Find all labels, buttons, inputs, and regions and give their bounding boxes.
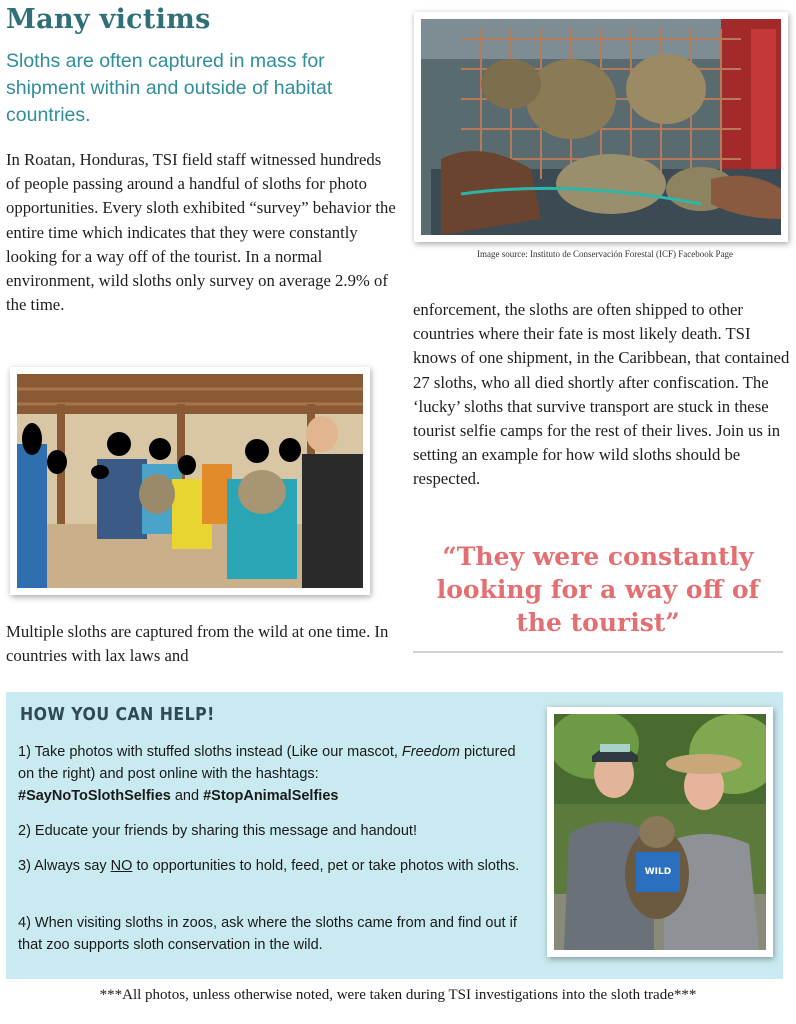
mascot-name: Freedom xyxy=(401,744,460,760)
footer-note: ***All photos, unless otherwise noted, were taken during TSI investigations into the sloth trade*** xyxy=(99,987,697,1003)
say-no-emphasis: NO xyxy=(110,858,133,874)
page-subtitle: Sloths are often captured in mass for shipment within and outside of habitat countries. xyxy=(6,50,333,126)
photo-tourists-with-sloths xyxy=(10,367,370,595)
help-item-educate: 2) Educate your friends by sharing this message and handout! xyxy=(18,823,417,839)
page-title: Many victims xyxy=(6,4,211,35)
help-item-zoos: 4) When visiting sloths in zoos, ask where the sloths came from and find out if that zoo supports sloth conservation in the wild. xyxy=(18,915,517,953)
help-item-say-no xyxy=(18,855,523,877)
hashtag-stop-animal-selfies: #StopAnimalSelfies xyxy=(203,788,339,804)
article-paragraph-captured: Multiple sloths are captured from the wild at one time. In countries with lax laws and xyxy=(6,622,389,666)
help-title: HOW YOU CAN HELP! xyxy=(20,705,215,725)
mascot-image xyxy=(554,714,766,950)
divider xyxy=(413,651,783,653)
article-paragraph-roatan: In Roatan, Honduras, TSI field staff witnessed hundreds of people passing around a handful of sloths for photo opportunities. Every sloth exhibited “survey” behavior the entire time which indicates that they were constantly looking for a way off of the tourist. In a normal environment, wild sloths only survey on average 2.9% of the time. xyxy=(6,150,396,315)
hashtag-say-no: #SayNoToSlothSelfies xyxy=(18,788,171,804)
tourists-image xyxy=(17,374,363,588)
article-paragraph-shipment: enforcement, the sloths are often shipped to other countries where their fate is most likely death. TSI knows of one shipment, in the Caribbean, that contained 27 sloths, who all died shortly after confiscation. The ‘lucky’ sloths that survive transport are stuck in these tourist selfie camps for the rest of their lives. Join us in setting an example for how wild sloths should be respected. xyxy=(413,300,790,489)
photo-mascot-freedom xyxy=(547,707,773,957)
help-item-1-text: 1) Take photos with stuffed sloths instead (Like our mascot, xyxy=(18,744,402,760)
help-item-stuffed-sloths xyxy=(18,741,523,807)
help-item-3-text-cont: to opportunities to hold, feed, pet or take photos with sloths. xyxy=(132,858,520,874)
pull-quote: “They were constantly looking for a way off of the tourist” xyxy=(436,542,760,637)
mascot-shirt-text: WILD xyxy=(644,867,672,877)
hashtag-joiner: and xyxy=(170,788,204,804)
caged-sloths-image xyxy=(421,19,781,235)
image-source-caption: Image source: Instituto de Conservación Forestal (ICF) Facebook Page xyxy=(477,249,733,259)
help-item-3-text: 3) Always say xyxy=(18,858,111,874)
help-item-1-text-cont: pictured on the right) and post online with the hashtags: xyxy=(18,744,516,782)
photo-caged-sloths xyxy=(414,12,788,242)
